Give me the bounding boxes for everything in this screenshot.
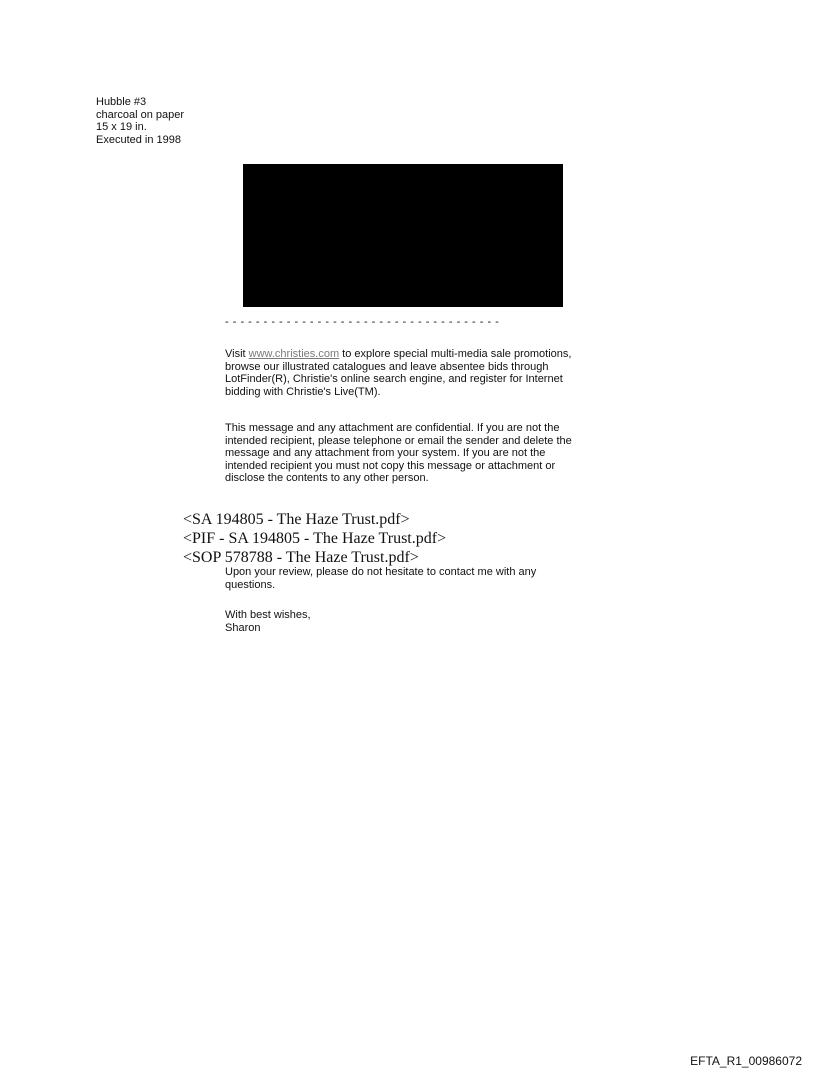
signoff-closing: With best wishes,: [225, 609, 311, 621]
confidentiality-notice: This message and any attachment are confidential. If you are not the intended recipient, please telephone or email the sender and delete the message and any attachment from your system. If you are not the intended recipient you must not copy this message or attachment or disclose the contents to any other person.: [225, 422, 572, 485]
separator-line: - - - - - - - - - - - - - - - - - - - - - - - - - - - - - - - - - - - -: [225, 316, 500, 328]
redacted-image: [243, 164, 563, 307]
attachment-list: [183, 510, 446, 567]
artwork-date: Executed in 1998: [96, 133, 182, 146]
artwork-medium: charcoal on paper: [96, 108, 185, 121]
artwork-size: 15 x 19 in.: [96, 121, 147, 133]
attachment-item[interactable]: <SOP 578788 - The Haze Trust.pdf>: [183, 549, 419, 566]
attachment-item[interactable]: <SA 194805 - The Haze Trust.pdf>: [183, 511, 410, 528]
signoff: [225, 609, 311, 634]
artwork-title: Hubble #3: [96, 96, 147, 108]
document-id: EFTA_R1_00986072: [690, 1054, 802, 1068]
signoff-name: Sharon: [225, 621, 261, 634]
christies-link[interactable]: www.christies.com: [248, 348, 340, 360]
visit-suffix: to explore special multi-media sale promotions, browse our illustrated catalogues and leave absentee bids through LotFinder(R), Christie's online search engine, and register for Internet bidding with Christie's Live(TM).: [225, 348, 572, 398]
visit-paragraph: [225, 348, 585, 398]
attachment-item[interactable]: <PIF - SA 194805 - The Haze Trust.pdf>: [183, 530, 447, 547]
visit-prefix: Visit: [225, 348, 249, 360]
review-paragraph: Upon your review, please do not hesitate to contact me with any questions.: [225, 566, 537, 591]
artwork-info: [96, 96, 184, 146]
